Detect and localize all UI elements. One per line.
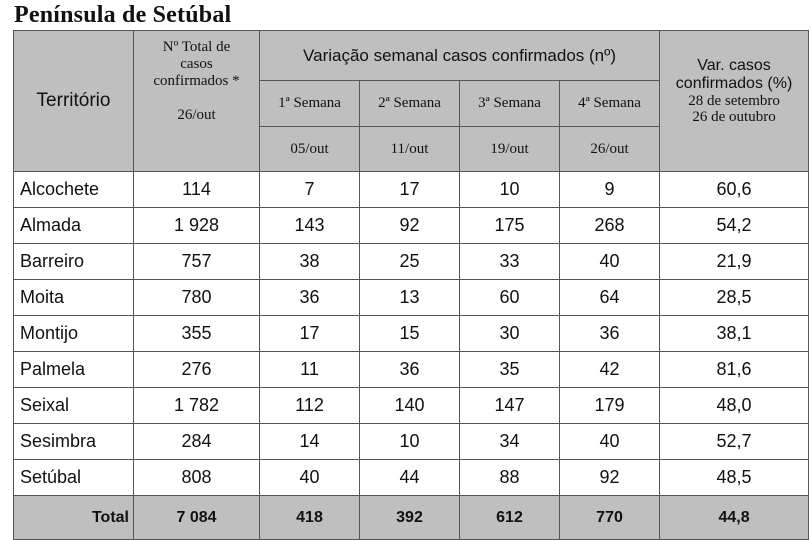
row-territory-name: Setúbal — [14, 460, 134, 496]
row-week-4: 9 — [560, 172, 660, 208]
row-week-3: 34 — [460, 424, 560, 460]
row-variation-percent: 38,1 — [660, 316, 809, 352]
row-week-3: 88 — [460, 460, 560, 496]
row-week-2: 17 — [360, 172, 460, 208]
row-week-1: 14 — [260, 424, 360, 460]
row-week-4: 40 — [560, 424, 660, 460]
row-week-1: 17 — [260, 316, 360, 352]
row-week-4: 92 — [560, 460, 660, 496]
row-week-4: 36 — [560, 316, 660, 352]
table-row — [14, 280, 809, 316]
header-week-3: 3ª Semana — [460, 81, 560, 127]
header-week-1: 1ª Semana — [260, 81, 360, 127]
row-week-2: 15 — [360, 316, 460, 352]
row-week-1: 143 — [260, 208, 360, 244]
header-week-2: 2ª Semana — [360, 81, 460, 127]
table-row — [14, 172, 809, 208]
header-week-2-date: 11/out — [360, 127, 460, 172]
row-variation-percent: 28,5 — [660, 280, 809, 316]
row-territory-name: Sesimbra — [14, 424, 134, 460]
header-total-cases — [134, 31, 260, 172]
total-variation-percent: 44,8 — [660, 496, 809, 540]
row-week-3: 60 — [460, 280, 560, 316]
header-var-line2: confirmados (%) — [675, 75, 793, 92]
table-row — [14, 424, 809, 460]
total-week-3: 612 — [460, 496, 560, 540]
row-week-2: 13 — [360, 280, 460, 316]
header-territory: Território — [14, 31, 134, 172]
header-var-line4: 26 de outubro — [692, 109, 776, 125]
row-week-3: 10 — [460, 172, 560, 208]
row-variation-percent: 21,9 — [660, 244, 809, 280]
total-label: Total — [14, 496, 134, 540]
header-total-line1: Nº Total de — [162, 39, 231, 55]
table-row — [14, 208, 809, 244]
row-week-2: 25 — [360, 244, 460, 280]
row-week-4: 179 — [560, 388, 660, 424]
table-row — [14, 316, 809, 352]
row-week-2: 36 — [360, 352, 460, 388]
header-var-line1: Var. casos — [697, 57, 771, 74]
row-territory-name: Seixal — [14, 388, 134, 424]
table-row — [14, 460, 809, 496]
header-total-line3: confirmados * — [153, 73, 240, 89]
row-variation-percent: 52,7 — [660, 424, 809, 460]
row-week-4: 42 — [560, 352, 660, 388]
row-territory-name: Moita — [14, 280, 134, 316]
total-cases: 7 084 — [134, 496, 260, 540]
total-week-2: 392 — [360, 496, 460, 540]
page-title: Península de Setúbal — [14, 2, 232, 28]
row-week-1: 11 — [260, 352, 360, 388]
row-week-2: 140 — [360, 388, 460, 424]
row-variation-percent: 48,5 — [660, 460, 809, 496]
table-row — [14, 244, 809, 280]
row-week-4: 40 — [560, 244, 660, 280]
row-week-4: 268 — [560, 208, 660, 244]
row-week-4: 64 — [560, 280, 660, 316]
total-row — [14, 496, 809, 540]
table-row — [14, 352, 809, 388]
header-week-4-date: 26/out — [560, 127, 660, 172]
row-territory-name: Alcochete — [14, 172, 134, 208]
row-week-2: 44 — [360, 460, 460, 496]
row-week-1: 40 — [260, 460, 360, 496]
row-total-cases: 1 782 — [134, 388, 260, 424]
row-week-3: 175 — [460, 208, 560, 244]
row-variation-percent: 60,6 — [660, 172, 809, 208]
header-week-1-date: 05/out — [260, 127, 360, 172]
header-row-1 — [14, 31, 809, 81]
row-territory-name: Palmela — [14, 352, 134, 388]
row-week-3: 33 — [460, 244, 560, 280]
row-week-2: 10 — [360, 424, 460, 460]
header-weekly-variation: Variação semanal casos confirmados (nº) — [260, 31, 660, 81]
row-variation-percent: 81,6 — [660, 352, 809, 388]
header-total-date: 26/out — [177, 107, 216, 123]
row-total-cases: 1 928 — [134, 208, 260, 244]
row-total-cases: 808 — [134, 460, 260, 496]
table-row — [14, 388, 809, 424]
row-week-1: 7 — [260, 172, 360, 208]
row-total-cases: 114 — [134, 172, 260, 208]
header-total-line2: casos — [180, 56, 213, 72]
row-total-cases: 355 — [134, 316, 260, 352]
header-week-4: 4ª Semana — [560, 81, 660, 127]
covid-cases-table — [13, 30, 809, 540]
header-variation-percent — [660, 31, 809, 172]
row-week-3: 30 — [460, 316, 560, 352]
row-week-1: 112 — [260, 388, 360, 424]
row-week-1: 38 — [260, 244, 360, 280]
row-week-3: 147 — [460, 388, 560, 424]
row-week-2: 92 — [360, 208, 460, 244]
row-week-3: 35 — [460, 352, 560, 388]
row-week-1: 36 — [260, 280, 360, 316]
row-variation-percent: 54,2 — [660, 208, 809, 244]
row-total-cases: 780 — [134, 280, 260, 316]
header-week-3-date: 19/out — [460, 127, 560, 172]
row-variation-percent: 48,0 — [660, 388, 809, 424]
total-week-4: 770 — [560, 496, 660, 540]
total-week-1: 418 — [260, 496, 360, 540]
row-total-cases: 757 — [134, 244, 260, 280]
row-territory-name: Montijo — [14, 316, 134, 352]
header-var-line3: 28 de setembro — [688, 93, 780, 109]
row-total-cases: 284 — [134, 424, 260, 460]
row-territory-name: Almada — [14, 208, 134, 244]
row-territory-name: Barreiro — [14, 244, 134, 280]
row-total-cases: 276 — [134, 352, 260, 388]
